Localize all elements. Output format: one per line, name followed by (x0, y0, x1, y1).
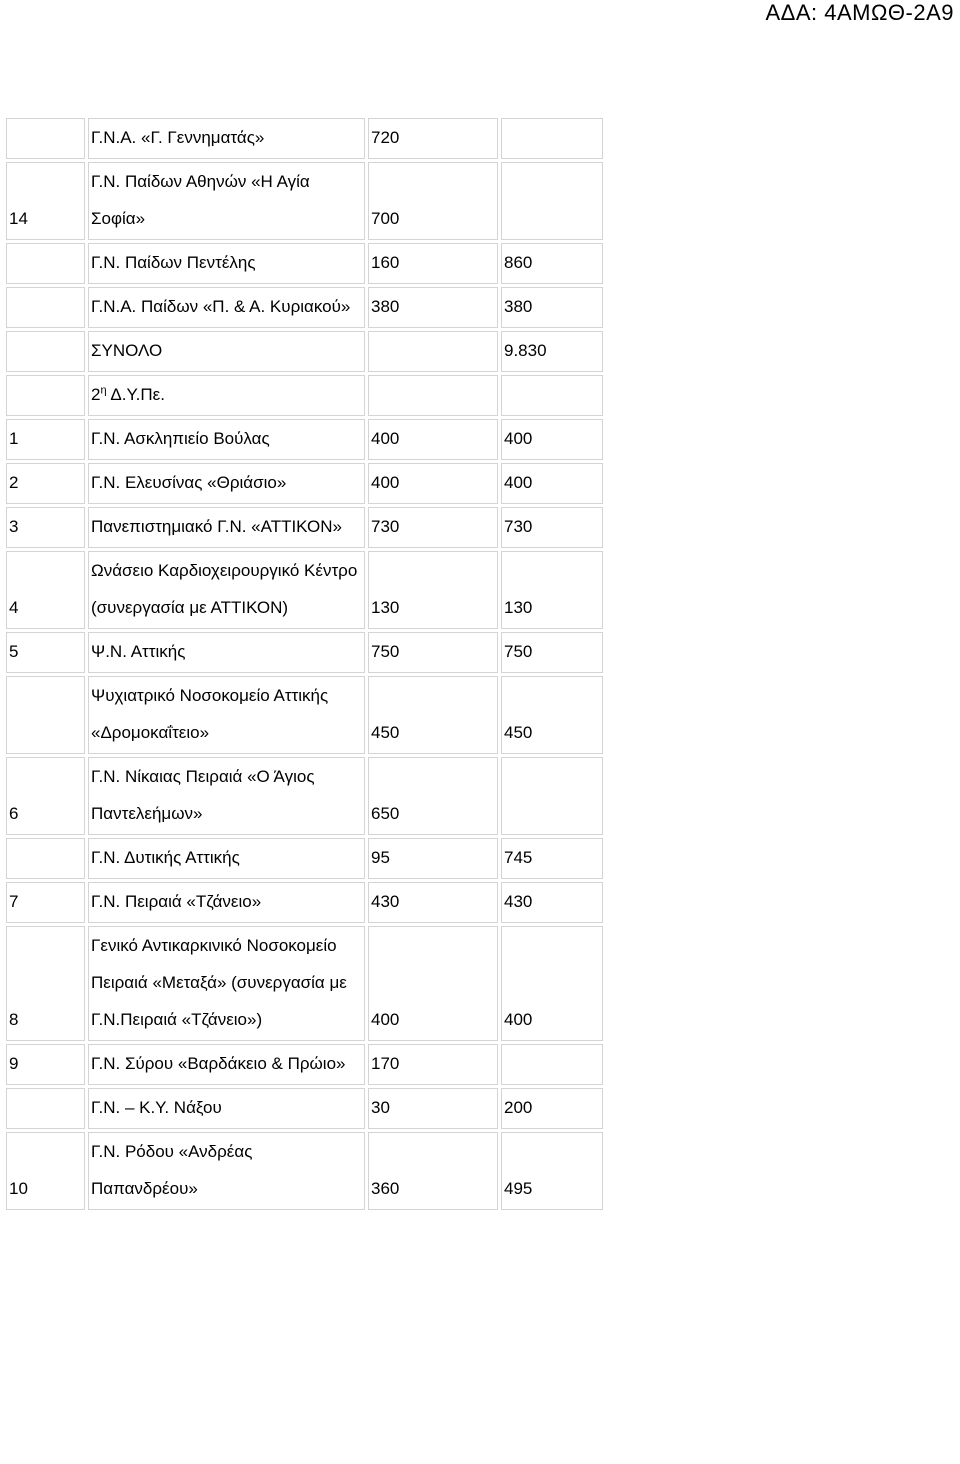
hospital-name: Πανεπιστημιακό Γ.Ν. «ΑΤΤΙΚΟΝ» (88, 507, 365, 548)
hospital-value: 380 (368, 287, 498, 328)
hospital-name: Ψυχιατρικό Νοσοκομείο Αττικής «Δρομοκαΐτειο» (88, 676, 365, 754)
group-total: 200 (501, 1088, 603, 1129)
hospital-name: Γ.Ν.Α. «Γ. Γεννηματάς» (88, 118, 365, 159)
hospital-value: 400 (368, 926, 498, 1041)
group-total: 745 (501, 838, 603, 879)
table-row (6, 1044, 603, 1085)
table-row (6, 375, 603, 416)
hospital-name: Γ.Ν.Α. Παίδων «Π. & Α. Κυριακού» (88, 287, 365, 328)
group-total: 860 (501, 243, 603, 284)
hospital-value: 170 (368, 1044, 498, 1085)
hospital-value: 750 (368, 632, 498, 673)
hospital-value: 450 (368, 676, 498, 754)
table-row (6, 757, 603, 835)
group-total (501, 162, 603, 240)
row-number (6, 243, 85, 284)
table-row (6, 243, 603, 284)
hospital-value (368, 331, 498, 372)
table-row (6, 1088, 603, 1129)
group-total: 400 (501, 926, 603, 1041)
table-row (6, 507, 603, 548)
ordinal-suffix: η (100, 384, 107, 397)
hospital-name: Γενικό Αντικαρκινικό Νοσοκομείο Πειραιά «Μεταξά» (συνεργασία με Γ.Ν.Πειραιά «Τζάνειο») (88, 926, 365, 1041)
hospital-value: 95 (368, 838, 498, 879)
row-number (6, 287, 85, 328)
table-row (6, 1132, 603, 1210)
hospital-value: 650 (368, 757, 498, 835)
hospital-name: Ψ.Ν. Αττικής (88, 632, 365, 673)
table-row (6, 419, 603, 460)
section-heading (88, 375, 365, 416)
table-row (6, 676, 603, 754)
group-total: 380 (501, 287, 603, 328)
table-row (6, 463, 603, 504)
hospital-value: 30 (368, 1088, 498, 1129)
group-total: 495 (501, 1132, 603, 1210)
hospital-value: 360 (368, 1132, 498, 1210)
row-number: 9 (6, 1044, 85, 1085)
row-number: 5 (6, 632, 85, 673)
group-total (501, 1044, 603, 1085)
row-number: 1 (6, 419, 85, 460)
hospital-name: Γ.Ν. Ασκληπιείο Βούλας (88, 419, 365, 460)
hospital-value: 700 (368, 162, 498, 240)
hospital-name: Γ.Ν. Παίδων Πεντέλης (88, 243, 365, 284)
table-row (6, 838, 603, 879)
group-total: 750 (501, 632, 603, 673)
group-total (501, 757, 603, 835)
group-total (501, 375, 603, 416)
hospital-value (368, 375, 498, 416)
row-number: 7 (6, 882, 85, 923)
row-number (6, 676, 85, 754)
hospital-value: 400 (368, 419, 498, 460)
hospital-value: 130 (368, 551, 498, 629)
row-number: 3 (6, 507, 85, 548)
table-row (6, 118, 603, 159)
hospital-name: Γ.Ν. Σύρου «Βαρδάκειο & Πρώιο» (88, 1044, 365, 1085)
hospital-value: 720 (368, 118, 498, 159)
hospital-allocation-table (3, 115, 606, 1213)
table-row (6, 162, 603, 240)
hospital-value: 400 (368, 463, 498, 504)
row-number (6, 118, 85, 159)
row-number: 8 (6, 926, 85, 1041)
row-number (6, 331, 85, 372)
group-total: 130 (501, 551, 603, 629)
table-row (6, 926, 603, 1041)
hospital-value: 430 (368, 882, 498, 923)
hospital-name: Γ.Ν. Ελευσίνας «Θριάσιο» (88, 463, 365, 504)
row-number: 10 (6, 1132, 85, 1210)
hospital-name: Γ.Ν. – Κ.Υ. Νάξου (88, 1088, 365, 1129)
hospital-value: 730 (368, 507, 498, 548)
table-row (6, 632, 603, 673)
row-number (6, 375, 85, 416)
group-total (501, 118, 603, 159)
section-number: 2 (91, 385, 101, 404)
table-row (6, 287, 603, 328)
ada-document-code: ΑΔΑ: 4ΑΜΩΘ-2Α9 (765, 0, 954, 25)
total-label: ΣΥΝΟΛΟ (88, 331, 365, 372)
group-total: 450 (501, 676, 603, 754)
hospital-name: Ωνάσειο Καρδιοχειρουργικό Κέντρο (συνεργασία με ΑΤΤΙΚΟΝ) (88, 551, 365, 629)
table-row (6, 882, 603, 923)
hospital-name: Γ.Ν. Πειραιά «Τζάνειο» (88, 882, 365, 923)
group-total: 730 (501, 507, 603, 548)
hospital-name: Γ.Ν. Νίκαιας Πειραιά «Ο Άγιος Παντελεήμων» (88, 757, 365, 835)
group-total: 430 (501, 882, 603, 923)
table-row (6, 551, 603, 629)
row-number: 4 (6, 551, 85, 629)
table-row (6, 331, 603, 372)
row-number (6, 1088, 85, 1129)
row-number: 6 (6, 757, 85, 835)
row-number: 2 (6, 463, 85, 504)
section-name: Δ.Υ.Πε. (106, 385, 165, 404)
hospital-name: Γ.Ν. Ρόδου «Ανδρέας Παπανδρέου» (88, 1132, 365, 1210)
row-number: 14 (6, 162, 85, 240)
hospital-value: 160 (368, 243, 498, 284)
group-total: 400 (501, 463, 603, 504)
row-number (6, 838, 85, 879)
hospital-name: Γ.Ν. Δυτικής Αττικής (88, 838, 365, 879)
hospital-name: Γ.Ν. Παίδων Αθηνών «Η Αγία Σοφία» (88, 162, 365, 240)
grand-total: 9.830 (501, 331, 603, 372)
group-total: 400 (501, 419, 603, 460)
